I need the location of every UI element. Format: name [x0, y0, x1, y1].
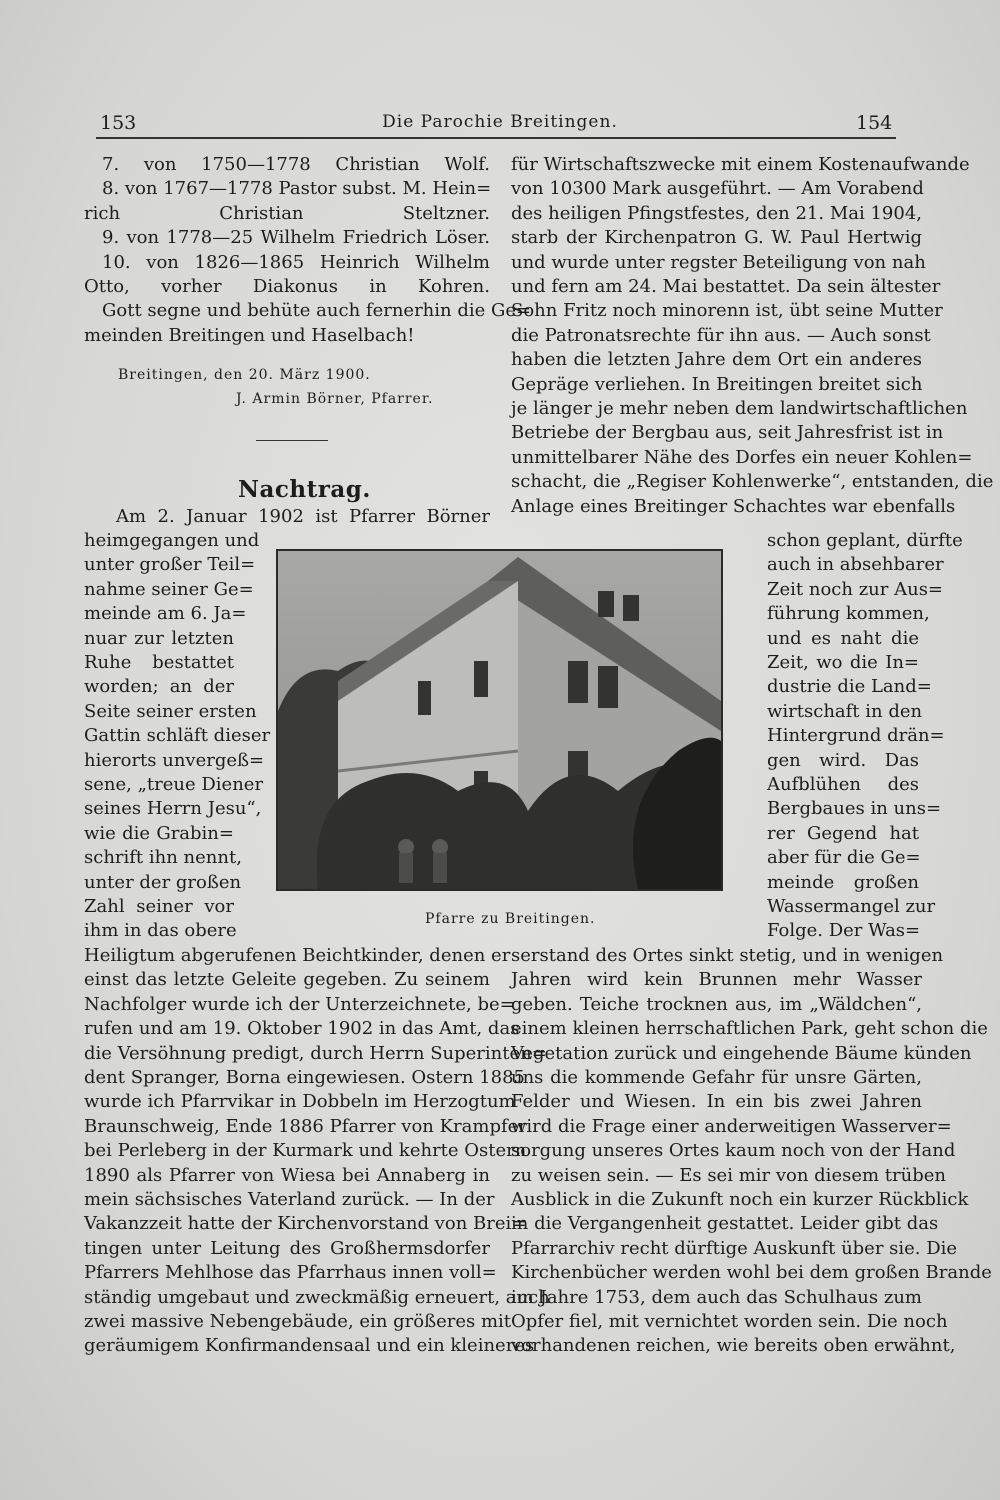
- left-bottom-line: Vakanzzeit hatte der Kirchenvorstand von Brei=: [84, 1213, 527, 1235]
- right-bottom-line: im Jahre 1753, dem auch das Schulhaus zum: [511, 1286, 922, 1308]
- left-narrow-line: sene, „treue Diener: [84, 774, 264, 795]
- right-bottom-line: serstand des Ortes sinkt stetig, und in wenigen: [511, 945, 944, 966]
- right-narrow-line: aber für die Ge=: [767, 847, 921, 869]
- right-narrow-line: und es naht die: [767, 627, 919, 649]
- photo-caption: Pfarre zu Breitingen.: [425, 911, 596, 927]
- left-narrow-line: seines Herrn Jesu“,: [84, 798, 262, 820]
- left-narrow-line: Zahl seiner vor: [84, 896, 234, 917]
- signature-place-date: Breitingen, den 20. März 1900.: [118, 367, 371, 383]
- right-top-line: Gepräge verliehen. In Breitingen breitet sich: [511, 373, 923, 395]
- page-number-left: 153: [100, 112, 137, 134]
- left-bottom-line: tingen unter Leitung des Großhermsdorfer: [84, 1237, 490, 1259]
- section-heading: Nachtrag.: [238, 476, 371, 503]
- right-bottom-line: in die Vergangenheit gestattet. Leider gibt das: [511, 1213, 939, 1235]
- right-bottom-line: Opfer fiel, mit vernichtet worden sein. Die noch: [511, 1311, 948, 1332]
- left-narrow-line: hierorts unvergeß=: [84, 749, 265, 771]
- left-narrow-line: meinde am 6. Ja=: [84, 603, 247, 625]
- nachtrag-first-line: Am 2. Januar 1902 ist Pfarrer Börner: [116, 506, 490, 527]
- left-narrow-line: Gattin schläft dieser: [84, 725, 271, 747]
- right-narrow-line: gen wird. Das: [767, 749, 919, 771]
- left-narrow-line: unter großer Teil=: [84, 554, 256, 576]
- right-bottom-line: Felder und Wiesen. In ein bis zwei Jahren: [511, 1091, 922, 1113]
- right-narrow-line: auch in absehbarer: [767, 554, 944, 576]
- right-top-line: und wurde unter regster Beteiligung von nah: [511, 251, 926, 273]
- right-bottom-line: sorgung unseres Ortes kaum noch von der Hand: [511, 1140, 956, 1162]
- parsonage-photo: [276, 549, 723, 891]
- right-narrow-line: schon geplant, dürfte: [767, 530, 963, 551]
- right-bottom-line: Pfarrarchiv recht dürftige Auskunft über sie. Die: [511, 1237, 958, 1259]
- left-bottom-line: Heiligtum abgerufenen Beichtkinder, denen er: [84, 945, 511, 966]
- header-rule: [96, 137, 896, 139]
- running-title: Die Parochie Breitingen.: [382, 112, 618, 132]
- parsonage-photo-image: [278, 551, 721, 889]
- left-top-line: 8. von 1767—1778 Pastor subst. M. Hein=: [102, 178, 492, 200]
- right-narrow-line: meinde großen: [767, 871, 919, 893]
- left-bottom-line: Nachfolger wurde ich der Unterzeichnete, be=: [84, 993, 515, 1015]
- right-narrow-line: Bergbaues in uns=: [767, 798, 942, 820]
- right-bottom-line: uns die kommende Gefahr für unsre Gärten,: [511, 1067, 922, 1088]
- left-narrow-line: nahme seiner Ge=: [84, 578, 254, 600]
- right-top-line: starb der Kirchenpatron G. W. Paul Hertwig: [511, 227, 922, 249]
- left-narrow-line: heimgegangen und: [84, 530, 260, 551]
- right-narrow-line: Aufblühen des: [767, 774, 919, 795]
- section-separator: [256, 440, 328, 441]
- left-top-line: Otto, vorher Diakonus in Kohren.: [84, 276, 490, 297]
- right-narrow-line: führung kommen,: [767, 603, 930, 625]
- right-top-line: die Patronatsrechte für ihn aus. — Auch sonst: [511, 324, 931, 346]
- left-bottom-line: 1890 als Pfarrer von Wiesa bei Annaberg in: [84, 1164, 490, 1186]
- right-bottom-line: wird die Frage einer anderweitigen Wasserver=: [511, 1115, 952, 1137]
- right-narrow-line: rer Gegend hat: [767, 822, 919, 844]
- right-top-line: und fern am 24. Mai bestattet. Da sein ältester: [511, 276, 941, 297]
- left-top-line: 10. von 1826—1865 Heinrich Wilhelm: [102, 251, 490, 273]
- right-bottom-line: Ausblick in die Zukunft noch ein kurzer Rückblick: [511, 1189, 969, 1210]
- left-narrow-line: schrift ihn nennt,: [84, 847, 242, 869]
- right-top-line: haben die letzten Jahre dem Ort ein anderes: [511, 349, 922, 371]
- right-top-line: Betriebe der Bergbau aus, seit Jahresfrist ist in: [511, 422, 944, 444]
- right-top-line: von 10300 Mark ausgeführt. — Am Vorabend: [511, 178, 924, 200]
- right-narrow-line: wirtschaft in den: [767, 700, 923, 722]
- right-top-line: des heiligen Pfingstfestes, den 21. Mai 1904,: [511, 202, 922, 224]
- left-narrow-line: ihm in das obere: [84, 920, 237, 942]
- right-narrow-line: Zeit noch zur Aus=: [767, 578, 944, 600]
- right-bottom-line: Jahren wird kein Brunnen mehr Wasser: [511, 969, 922, 991]
- right-top-line: Sohn Fritz noch minorenn ist, übt seine Mutter: [511, 300, 943, 322]
- left-narrow-line: unter der großen: [84, 871, 242, 893]
- left-top-line: Gott segne und behüte auch fernerhin die Ge=: [102, 300, 532, 322]
- left-narrow-line: worden; an der: [84, 676, 234, 698]
- left-narrow-line: nuar zur letzten: [84, 627, 234, 649]
- right-top-line: je länger je mehr neben dem landwirtschaftlichen: [511, 398, 968, 419]
- right-top-line: Anlage eines Breitinger Schachtes war ebenfalls: [511, 495, 956, 517]
- page-number-right: 154: [856, 112, 893, 134]
- left-narrow-line: wie die Grabin=: [84, 822, 234, 844]
- left-bottom-line: dent Spranger, Borna eingewiesen. Ostern 1885: [84, 1067, 525, 1088]
- left-bottom-line: geräumigem Konfirmandensaal und ein kleineres: [84, 1335, 535, 1357]
- left-bottom-line: ständig umgebaut und zweckmäßig erneuert, auch: [84, 1286, 550, 1308]
- left-top-line: meinden Breitingen und Haselbach!: [84, 324, 415, 346]
- right-bottom-line: zu weisen sein. — Es sei mir von diesem trüben: [511, 1164, 946, 1186]
- right-bottom-line: geben. Teiche trocknen aus, im „Wäldchen“,: [511, 993, 922, 1015]
- right-bottom-line: Vegetation zurück und eingehende Bäume künden: [511, 1042, 972, 1064]
- left-bottom-line: die Versöhnung predigt, durch Herrn Superinten=: [84, 1042, 547, 1064]
- right-narrow-line: Hintergrund drän=: [767, 725, 945, 747]
- right-bottom-line: vorhandenen reichen, wie bereits oben erwähnt,: [511, 1335, 956, 1357]
- left-bottom-line: einst das letzte Geleite gegeben. Zu seinem: [84, 969, 490, 991]
- right-top-line: für Wirtschaftszwecke mit einem Kostenaufwande: [511, 154, 970, 175]
- right-narrow-line: dustrie die Land=: [767, 676, 932, 698]
- left-bottom-line: rufen und am 19. Oktober 1902 in das Amt, das: [84, 1018, 520, 1040]
- left-narrow-line: Ruhe bestattet: [84, 652, 234, 673]
- right-narrow-line: Folge. Der Was=: [767, 920, 921, 942]
- left-bottom-line: Pfarrers Mehlhose das Pfarrhaus innen voll=: [84, 1262, 497, 1284]
- right-top-line: unmittelbarer Nähe des Dorfes ein neuer Kohlen=: [511, 446, 973, 468]
- left-top-line: 9. von 1778—25 Wilhelm Friedrich Löser.: [102, 227, 490, 249]
- left-top-line: 7. von 1750—1778 Christian Wolf.: [102, 154, 490, 175]
- left-top-line: rich Christian Steltzner.: [84, 202, 490, 224]
- left-bottom-line: mein sächsisches Vaterland zurück. — In der: [84, 1189, 495, 1210]
- right-bottom-line: Kirchenbücher werden wohl bei dem großen Brande: [511, 1262, 992, 1284]
- right-narrow-line: Zeit, wo die In=: [767, 652, 919, 673]
- right-bottom-line: einem kleinen herrschaftlichen Park, geht schon die: [511, 1018, 988, 1040]
- right-narrow-line: Wassermangel zur: [767, 896, 936, 917]
- left-bottom-line: wurde ich Pfarrvikar in Dobbeln im Herzogtum: [84, 1091, 516, 1113]
- left-bottom-line: bei Perleberg in der Kurmark und kehrte Ostern: [84, 1140, 527, 1162]
- left-narrow-line: Seite seiner ersten: [84, 700, 257, 722]
- signature-name: J. Armin Börner, Pfarrer.: [236, 391, 434, 407]
- left-bottom-line: Braunschweig, Ende 1886 Pfarrer von Krampfer: [84, 1115, 527, 1137]
- right-top-line: schacht, die „Regiser Kohlenwerke“, entstanden, die: [511, 471, 994, 493]
- left-bottom-line: zwei massive Nebengebäude, ein größeres mit: [84, 1311, 512, 1332]
